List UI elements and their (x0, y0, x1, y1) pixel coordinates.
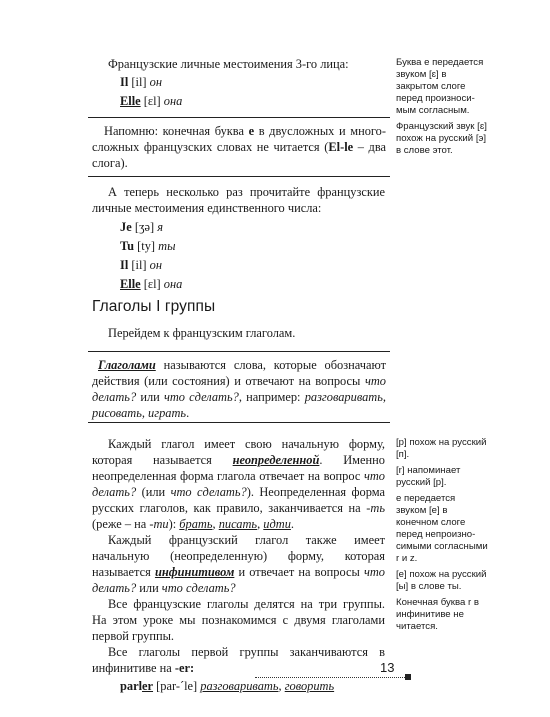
singular-intro: А теперь несколько раз прочитайте французские личные местоимения единственного числа: (92, 185, 385, 215)
side-note: [e] похож на русский [ы] в слове ты. (396, 569, 487, 592)
note-text: Напомню: конечная буква е в двусложных и многосложных французских словах не читается (El-le – два слога). (92, 124, 387, 170)
note-box (88, 117, 390, 177)
verb-example: parler [par-´le] разговаривать, говорить (120, 679, 335, 693)
definition-box (88, 351, 390, 423)
footer-square-marker (405, 674, 411, 680)
definition-text: Глаголами называются слова, которые обозначают действия (или состояния) и отвечают на вопросы что делать? или что сделать?, например: разговаривать, рисовать, играть. (92, 358, 386, 420)
pronoun-line: Il [il] он (120, 258, 162, 272)
side-note: Конечная буква r в инфинитиве не читается. (396, 597, 479, 632)
paragraph-infinitive-ru: Каждый глагол имеет свою начальную форму, которая называется неопределенной. Именно неопределенная форма глагола отвечает на вопрос что делать? (или что сделать?). Неопределенная форма русских глаголов, как правило, заканчивается на -ть (реже – на -ти): брать, писать, идти. (92, 437, 385, 531)
side-note: [r] напоминает русский [р]. (396, 465, 461, 488)
paragraph-groups: Все французские глаголы делятся на три группы. На этом уроке мы познакомимся с двумя глаголами первой группы. (92, 597, 385, 643)
section-lead-block (92, 325, 385, 341)
paragraph-er-ending: Все глаголы первой группы заканчиваются в инфинитиве на -er: (92, 645, 385, 675)
pronouns-singular-block (92, 184, 385, 294)
pronoun-line: Il [il] он (120, 75, 162, 89)
side-note: Французский звук [ɛ] похож на русский [э] в слове этот. (396, 121, 487, 156)
pronoun-line: Je [ʒə] я (120, 220, 163, 234)
pronouns-intro: Французские личные местоимения 3-го лица: (108, 57, 349, 71)
page-number: 13 (380, 660, 395, 675)
side-note: e передается звуком [e] в конечном слоге перед непроизносимыми согласными r и z. (396, 493, 488, 564)
pronoun-line: Elle [ɛl] она (120, 277, 183, 291)
side-note: [p] похож на русский [п]. (396, 437, 487, 460)
side-notes-bottom (396, 437, 488, 637)
section-heading: Глаголы I группы (92, 298, 216, 315)
paragraph-infinitive-fr: Каждый французский глагол также имеет начальную (неопределенную) форму, которая называется инфинитивом и отвечает на вопросы что делать? или что сделать? (92, 533, 385, 595)
pronoun-line: Elle [ɛl] она (120, 94, 183, 108)
side-notes-top (396, 57, 488, 161)
side-note: Буква e передается звуком [ɛ] в закрытом слоге перед произносимым согласным. (396, 57, 484, 116)
footer-dotted-rule (255, 677, 405, 678)
body-text (92, 436, 385, 695)
section-lead: Перейдем к французским глаголам. (108, 326, 296, 340)
pronoun-line: Tu [ty] ты (120, 239, 176, 253)
pronouns-3rd-block (92, 56, 385, 111)
